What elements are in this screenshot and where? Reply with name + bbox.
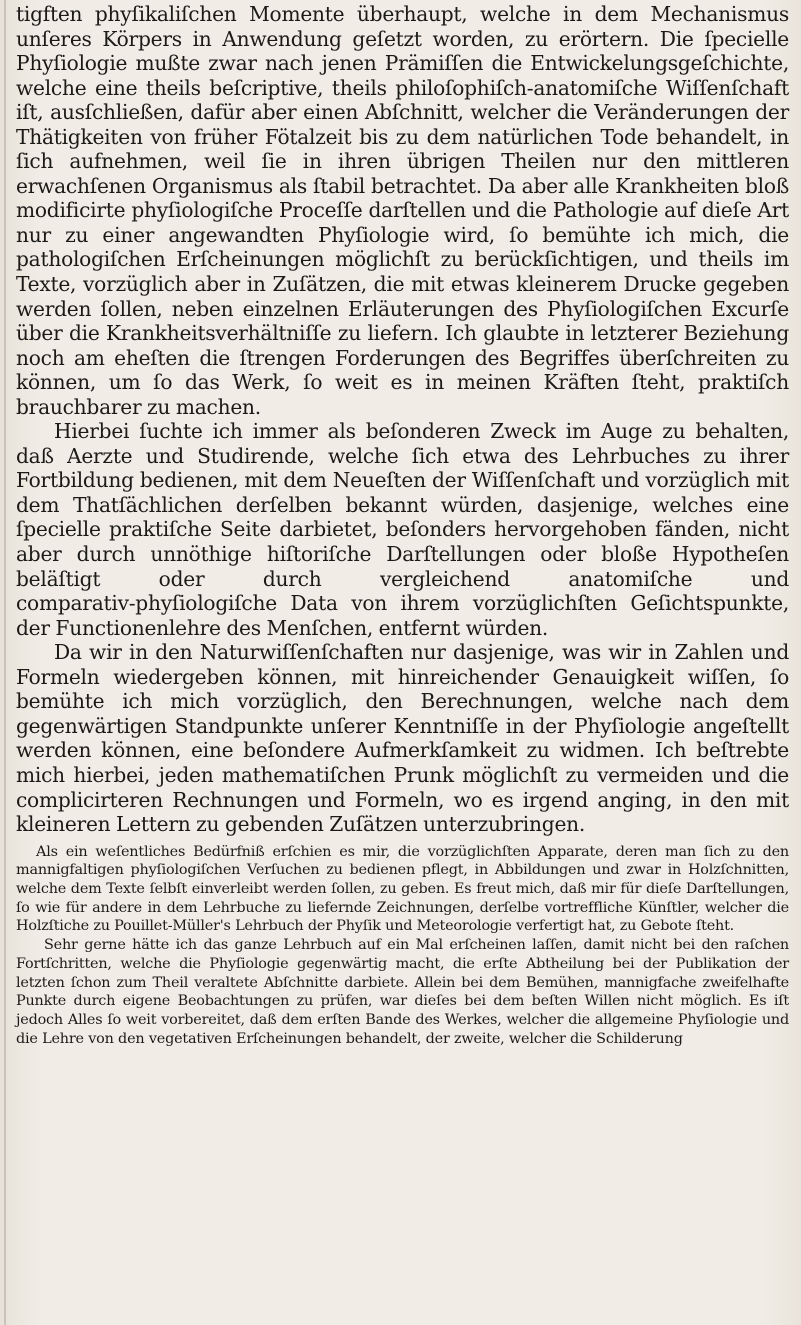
body-paragraph: Hierbei ſuchte ich immer als beſonderen Zweck im Auge zu behalten, daß Aerzte und Studirende, welche ſich etwa des Lehrbuches zu ihrer Fortbildung bedienen, mit dem Neueſten der Wiſſenſchaft und vorzüglich mit dem Thatſächlichen derſelben bekannt würden, dasjenige, welches eine ſpecielle praktiſche Seite darbietet, beſonders hervorgehoben fänden, nicht aber durch unnöthige hiſtoriſche Darſtellungen oder bloße Hypotheſen beläſtigt oder durch vergleichend anatomiſche und comparativ‑phyſiologiſche Data von ihrem vorzüglichſten Geſichtspunkte, der Functionenlehre des Menſchen, entfernt würden. [16,419,789,640]
small-print-note: Als ein weſentliches Bedürfniß erſchien es mir, die vorzüglichſten Apparate, deren man ſich zu den mannigfaltigen phyſiologiſchen Verſuchen zu bedienen pflegt, in Abbildungen und zwar in Holzſchnitten, welche dem Texte ſelbſt einverleibt werden ſollen, zu geben. Es freut mich, daß mir für dieſe Darſtellungen, ſo wie für andere in dem Lehrbuche zu liefernde Zeichnungen, derſelbe vortreffliche Künſtler, welcher die Holzſtiche zu Pouillet‑Müller's Lehrbuch der Phyſik und Meteorologie verfertigt hat, zu Gebote ſteht. [16,843,789,935]
body-paragraph: tigften phyſikaliſchen Momente überhaupt, welche in dem Mechanismus unſeres Körpers in Anwendung geſetzt worden, zu erörtern. Die ſpecielle Phyſiologie mußte zwar nach jenen Prämiſſen die Entwickelungsgeſchichte, welche eine theils beſcriptive, theils philoſophiſch‑anatomiſche Wiſſenſchaft iſt, ausſchließen, dafür aber einen Abſchnitt, welcher die Veränderungen der Thätigkeiten von früher Fötalzeit bis zu dem natürlichen Tode behandelt, in ſich aufnehmen, weil ſie in ihren übrigen Theilen nur den mittleren erwachſenen Organismus als ſtabil betrachtet. Da aber alle Krankheiten bloß modificirte phyſiologiſche Proceſſe darſtellen und die Pathologie auf dieſe Art nur zu einer angewandten Phyſiologie wird, ſo bemühte ich mich, die pathologiſchen Erſcheinungen möglichſt zu berückſichtigen, und theils im Texte, vorzüglich aber in Zuſätzen, die mit etwas kleinerem Drucke gegeben werden ſollen, neben einzelnen Erläuterungen des Phyſiologiſchen Excurſe über die Krankheitsverhältniſſe zu liefern. Ich glaubte in letzterer Beziehung noch am eheſten die ſtrengen Forderungen des Begriffes überſchreiten zu können, um ſo das Werk, ſo weit es in meinen Kräften ſteht, praktiſch brauchbarer zu machen. [16,2,789,419]
body-paragraph: Da wir in den Naturwiſſenſchaften nur dasjenige, was wir in Zahlen und Formeln wiedergeben können, mit hinreichender Genauigkeit wiſſen, ſo bemühte ich mich vorzüglich, den Berechnungen, welche nach dem gegenwärtigen Standpunkte unſerer Kenntniſſe in der Phyſiologie angeſtellt werden können, eine beſondere Aufmerkſamkeit zu widmen. Ich beſtrebte mich hierbei, jeden mathematiſchen Prunk möglichſt zu vermeiden und die complicirteren Rechnungen und Formeln, wo es irgend anging, in den mit kleineren Lettern zu gebenden Zuſätzen unterzubringen. [16,640,789,837]
small-print-note: Sehr gerne hätte ich das ganze Lehrbuch auf ein Mal erſcheinen laſſen, damit nicht bei den raſchen Fortſchritten, welche die Phyſiologie gegenwärtig macht, die erſte Abtheilung bei der Publikation der letzten ſchon zum Theil veraltete Abſchnitte darbiete. Allein bei dem Bemühen, mannigfache zweifelhafte Punkte durch eigene Beobachtungen zu prüfen, war dieſes bei dem beſten Willen nicht möglich. Es iſt jedoch Alles ſo weit vorbereitet, daß dem erſten Bande des Werkes, welcher die allgemeine Phyſiologie und die Lehre von den vegetativen Erſcheinungen behandelt, der zweite, welcher die Schilderung [16,937,789,1047]
